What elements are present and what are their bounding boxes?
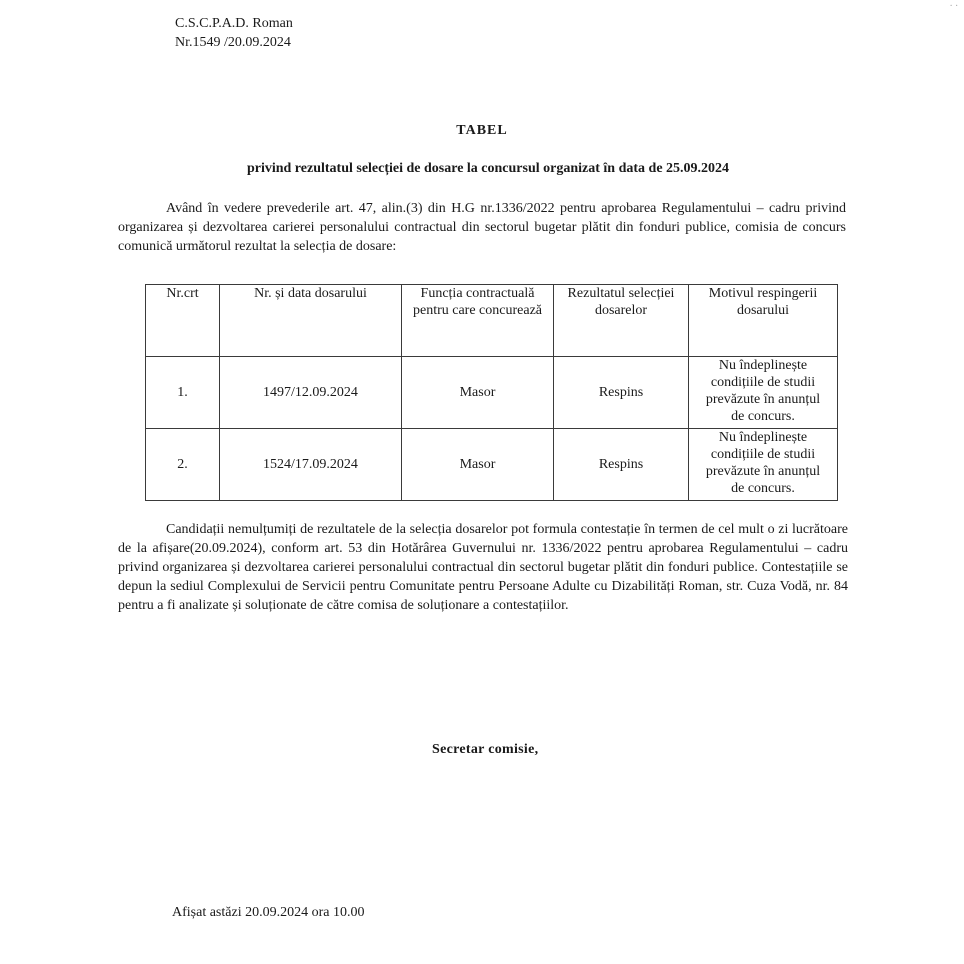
motiv-line: condițiile de studii: [710, 447, 816, 462]
cell-motiv: [689, 357, 838, 429]
cell-rezultat: Respins: [554, 429, 689, 501]
posting-note: Afișat astăzi 20.09.2024 ora 10.00: [172, 905, 365, 920]
cell-dosar: 1497/12.09.2024: [220, 357, 402, 429]
table-row: [146, 429, 838, 501]
cell-rezultat: Respins: [554, 357, 689, 429]
motiv-line: de concurs.: [731, 481, 795, 496]
document-subtitle: privind rezultatul selecției de dosare la concursul organizat în data de 25.09.2024: [246, 161, 730, 176]
table-header-row: [146, 285, 838, 357]
cell-functie: Masor: [402, 429, 554, 501]
institution-name: C.S.C.P.A.D. Roman: [175, 16, 293, 31]
results-table: [145, 284, 838, 501]
motiv-line: Nu îndeplinește: [718, 358, 808, 373]
cell-nr: 1.: [146, 357, 220, 429]
cell-nr: 2.: [146, 429, 220, 501]
intro-paragraph: [118, 199, 846, 256]
column-header-rezultat: Rezultatul selecției dosarelor: [554, 285, 689, 357]
signature-label: Secretar comisie,: [432, 742, 539, 757]
column-header-motiv: Motivul respingerii dosarului: [689, 285, 838, 357]
intro-text: Având în vedere prevederile art. 47, alin.(3) din H.G nr.1336/2022 pentru aprobarea Regulamentului – cadru privind organizarea și dezvoltarea carierei personalului contractual din sectorul bugetar plătit din fonduri publice, comisia de concurs comunică următorul rezultat la selecția de dosare:: [118, 201, 846, 254]
column-header-nr: Nr.crt: [146, 285, 220, 357]
table-row: [146, 357, 838, 429]
motiv-line: de concurs.: [731, 409, 795, 424]
motiv-line: condițiile de studii: [710, 375, 816, 390]
document-header: [175, 14, 293, 52]
document-number: Nr.1549 /20.09.2024: [175, 35, 291, 50]
motiv-line: Nu îndeplinește: [718, 430, 808, 445]
contest-text: Candidații nemulțumiți de rezultatele de la selecția dosarelor pot formula contestație în termen de cel mult o zi lucrătoare de la afișare(20.09.2024), conform art. 53 din Hotărârea Guvernului nr. 1336/2022 pentru aprobarea Regulamentului – cadru privind organizarea și dezvoltarea carierei personalului contractual din sectorul bugetar plătit din fonduri publice. Contestațiile se depun la sediul Complexului de Servicii pentru Comunitate pentru Persoane Adulte cu Dizabilități Roman, str. Cuza Vodă, nr. 84 pentru a fi analizate și soluționate de către comisa de soluționare a contestațiilor.: [118, 522, 848, 613]
motiv-line: prevăzute în anunțul: [705, 392, 821, 407]
cell-motiv: [689, 429, 838, 501]
document-title: TABEL: [456, 123, 508, 138]
cell-functie: Masor: [402, 357, 554, 429]
motiv-line: prevăzute în anunțul: [705, 464, 821, 479]
corner-mark: ∙ ∙: [949, 0, 958, 12]
contest-paragraph: [118, 520, 848, 615]
column-header-functie: Funcția contractuală pentru care concurează: [402, 285, 554, 357]
column-header-dosar: Nr. și data dosarului: [220, 285, 402, 357]
cell-dosar: 1524/17.09.2024: [220, 429, 402, 501]
